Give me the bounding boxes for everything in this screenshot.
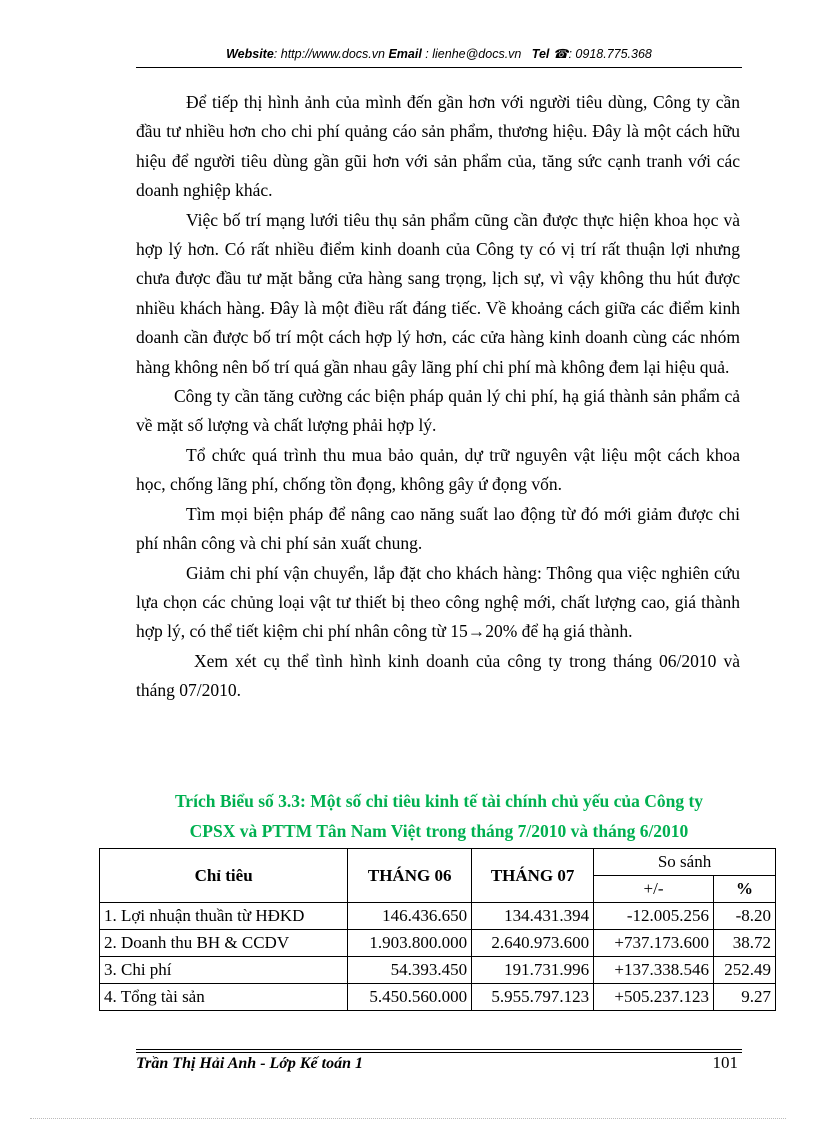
header-month07: THÁNG 07: [472, 849, 594, 903]
email-value: : lienhe@docs.vn: [425, 47, 522, 61]
cell-m07: 191.731.996: [472, 957, 594, 984]
cell-m07: 2.640.973.600: [472, 930, 594, 957]
table-caption: [128, 786, 750, 846]
tel-value: : 0918.775.368: [568, 47, 652, 61]
website-label: Website: [226, 47, 274, 61]
cell-m06: 54.393.450: [348, 957, 472, 984]
email-label: Email: [388, 47, 422, 61]
cell-m07: 5.955.797.123: [472, 984, 594, 1011]
row-label: 2. Doanh thu BH & CCDV: [100, 930, 348, 957]
caption-line: Trích Biểu số 3.3: Một số chỉ tiêu kinh tế tài chính chủ yếu của Công ty: [174, 791, 704, 811]
cell-diff: -12.005.256: [594, 903, 714, 930]
paragraph: Công ty cần tăng cường các biện pháp quản lý chi phí, hạ giá thành sản phẩm cả về mặt số lượng và chất lượng phải hợp lý.: [136, 386, 740, 436]
paragraph: Xem xét cụ thể tình hình kinh doanh của công ty trong tháng 06/2010 và tháng 07/2010.: [136, 650, 740, 701]
cell-m06: 146.436.650: [348, 903, 472, 930]
row-label: 3. Chi phí: [100, 957, 348, 984]
cell-diff: +737.173.600: [594, 930, 714, 957]
header-compare: So sánh: [594, 849, 776, 876]
footer-divider: [136, 1049, 742, 1050]
header-indicator: Chỉ tiêu: [100, 849, 348, 903]
footer-divider: [136, 1052, 742, 1053]
page-edge: [30, 1118, 786, 1119]
cell-diff: +505.237.123: [594, 984, 714, 1011]
paragraph: Tổ chức quá trình thu mua bảo quản, dự trữ nguyên vật liệu một cách khoa học, chống lãng phí, chống tồn đọng, không gây ứ đọng vốn.: [136, 444, 740, 495]
cell-pct: 9.27: [714, 984, 776, 1011]
cell-pct: 38.72: [714, 930, 776, 957]
paragraph: Để tiếp thị hình ảnh của mình đến gần hơn với người tiêu dùng, Công ty cần đầu tư nhiều hơn cho chi phí quảng cáo sản phẩm, thương hiệu. Đây là một cách hữu hiệu để người tiêu dùng gần gũi hơn với sản phẩm của, tăng sức cạnh tranh với các doanh nghiệp khác.: [136, 92, 740, 201]
table-row: [100, 984, 776, 1011]
body-text: [136, 88, 740, 706]
header-pct: %: [714, 876, 776, 903]
cell-m06: 1.903.800.000: [348, 930, 472, 957]
table-row: [100, 903, 776, 930]
header-diff: +/-: [594, 876, 714, 903]
page-header: [136, 46, 742, 61]
table-row: [100, 957, 776, 984]
website-value: : http://www.docs.vn: [273, 47, 385, 61]
cell-m07: 134.431.394: [472, 903, 594, 930]
phone-icon: ☎: [552, 47, 569, 61]
financial-table: [99, 848, 776, 1011]
table-row: [100, 930, 776, 957]
header-month06: THÁNG 06: [348, 849, 472, 903]
cell-m06: 5.450.560.000: [348, 984, 472, 1011]
row-label: 1. Lợi nhuận thuần từ HĐKD: [100, 903, 348, 930]
paragraph: Việc bố trí mạng lưới tiêu thụ sản phẩm cũng cần được thực hiện khoa học và hợp lý hơn. Có rất nhiều điểm kinh doanh của Công ty có vị trí rất thuận lợi nhưng chưa được đầu tư mặt bằng cửa hàng sang trọng, lịch sự, vì vậy không thu hút được nhiều khách hàng. Đây là một điều rất đáng tiếc. Về khoảng cách giữa các điểm kinh doanh cần được bố trí một cách hợp lý hơn, các cửa hàng kinh doanh cùng các nhóm hàng không nên bố trí quá gần nhau gây lãng phí chi phí mà không đem lại hiệu quả.: [136, 209, 740, 377]
cell-pct: -8.20: [714, 903, 776, 930]
cell-pct: 252.49: [714, 957, 776, 984]
header-divider: [136, 67, 742, 68]
paragraph: Tìm mọi biện pháp để nâng cao năng suất lao động từ đó mới giảm được chi phí nhân công và chi phí sản xuất chung.: [136, 503, 740, 554]
tel-label: Tel: [531, 47, 550, 61]
caption-line: CPSX và PTTM Tân Nam Việt trong tháng 7/2010 và tháng 6/2010: [189, 821, 689, 841]
footer-author: Trần Thị Hải Anh - Lớp Kế toán 1: [136, 1055, 363, 1072]
cell-diff: +137.338.546: [594, 957, 714, 984]
page-number: 101: [712, 1053, 738, 1072]
row-label: 4. Tổng tài sản: [100, 984, 348, 1011]
paragraph: Giảm chi phí vận chuyển, lắp đặt cho khách hàng: Thông qua việc nghiên cứu lựa chọn các chủng loại vật tư thiết bị theo công nghệ mới, chất lượng cao, giá thành hợp lý, có thể tiết kiệm chi phí nhân công từ 15→20% để hạ giá thành.: [136, 562, 740, 642]
